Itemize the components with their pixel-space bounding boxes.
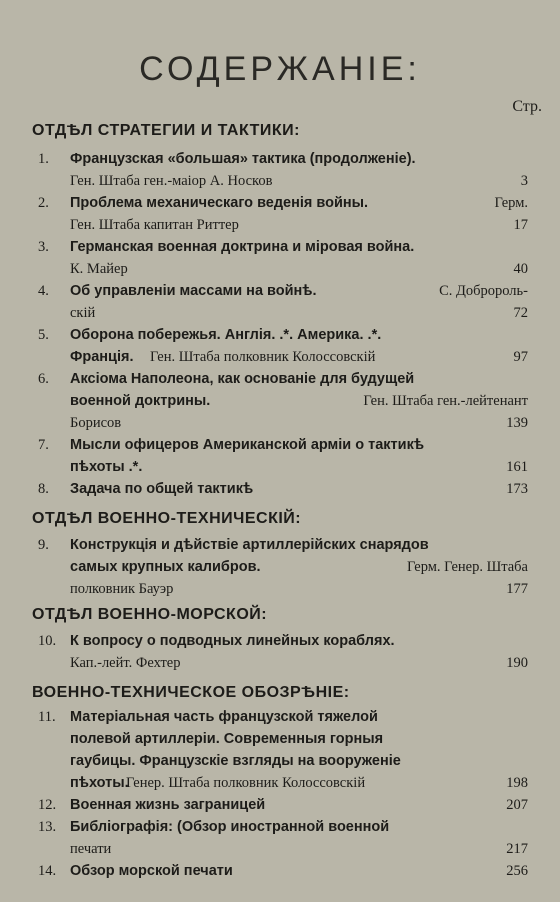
- toc-entry-11: 11. Матеріальная часть французской тяжелой полевой артиллеріи. Современныя горныя гаубицы. Французскіе взгляды на вооруженіе пѣхоты. Генер. Штаба полковник Колоссовскій 198: [38, 706, 528, 794]
- toc-entry-7: 7. Мысли офицеров Американской арміи о тактикѣ пѣхоты .*. 161: [38, 434, 528, 478]
- page-number: 177: [506, 581, 528, 597]
- toc-entry-6: 6. Аксіома Наполеона, как основаніе для будущей военной доктрины. Ген. Штаба ген.-лейтенант Борисов 139: [38, 368, 528, 434]
- toc-entry-4: 4. Об управленіи массами на войнѣ. С. Добророль- скій 72: [38, 280, 528, 324]
- page-number: 198: [506, 775, 528, 791]
- page-number: 17: [513, 217, 528, 233]
- page-number: 97: [513, 349, 528, 365]
- toc-entry-12: 12. Военная жизнь заграницей 207: [38, 794, 528, 816]
- page-number: 207: [506, 797, 528, 813]
- page-number: 173: [506, 481, 528, 497]
- page-number: 139: [506, 415, 528, 431]
- section-heading-naval: ОТДѢЛ ВОЕННО-МОРСКОЙ:: [32, 606, 268, 623]
- page-number: 190: [506, 655, 528, 671]
- toc-entry-2: 2. Проблема механическаго веденія войны. Герм. Ген. Штаба капитан Риттер 17: [38, 192, 528, 236]
- toc-entry-8: 8. Задача по общей тактикѣ 173: [38, 478, 528, 500]
- section-heading-technical: ОТДѢЛ ВОЕННО-ТЕХНИЧЕСКІЙ:: [32, 510, 302, 527]
- toc-entry-1: 1. Французская «большая» тактика (продолженіе). Ген. Штаба ген.-маіор А. Носков 3: [38, 148, 528, 192]
- toc-entry-10: 10. К вопросу о подводных линейных кораблях. Кап.-лейт. Фехтер 190: [38, 630, 528, 674]
- section-heading-strategy: ОТДѢЛ СТРАТЕГИИ И ТАКТИКИ:: [32, 122, 301, 139]
- page-number: 217: [506, 841, 528, 857]
- toc-entry-5: 5. Оборона побережья. Англія. .*. Америка. .*. Франція. Ген. Штаба полковник Колоссовскій 97: [38, 324, 528, 368]
- toc-entry-13: 13. Библіографія: (Обзор иностранной военной печати 217: [38, 816, 528, 860]
- page-column-label: Стр.: [512, 98, 542, 115]
- page-number: 3: [520, 173, 528, 189]
- toc-entry-14: 14. Обзор морской печати 256: [38, 860, 528, 882]
- page-number: 256: [506, 863, 528, 879]
- toc-entry-9: 9. Конструкція и дѣйствіе артиллерійских снарядов самых крупных калибров. Герм. Генер. Штаба полковник Бауэр 177: [38, 534, 528, 600]
- page-title: СОДЕРЖАНІЕ:: [139, 50, 421, 88]
- section-heading-review: ВОЕННО-ТЕХНИЧЕСКОЕ ОБОЗРѢНІЕ:: [32, 684, 350, 701]
- page-number: 72: [513, 305, 528, 321]
- page-number: 40: [513, 261, 528, 277]
- page-number: 161: [506, 459, 528, 475]
- toc-entry-3: 3. Германская военная доктрина и міровая война. К. Майер 40: [38, 236, 528, 280]
